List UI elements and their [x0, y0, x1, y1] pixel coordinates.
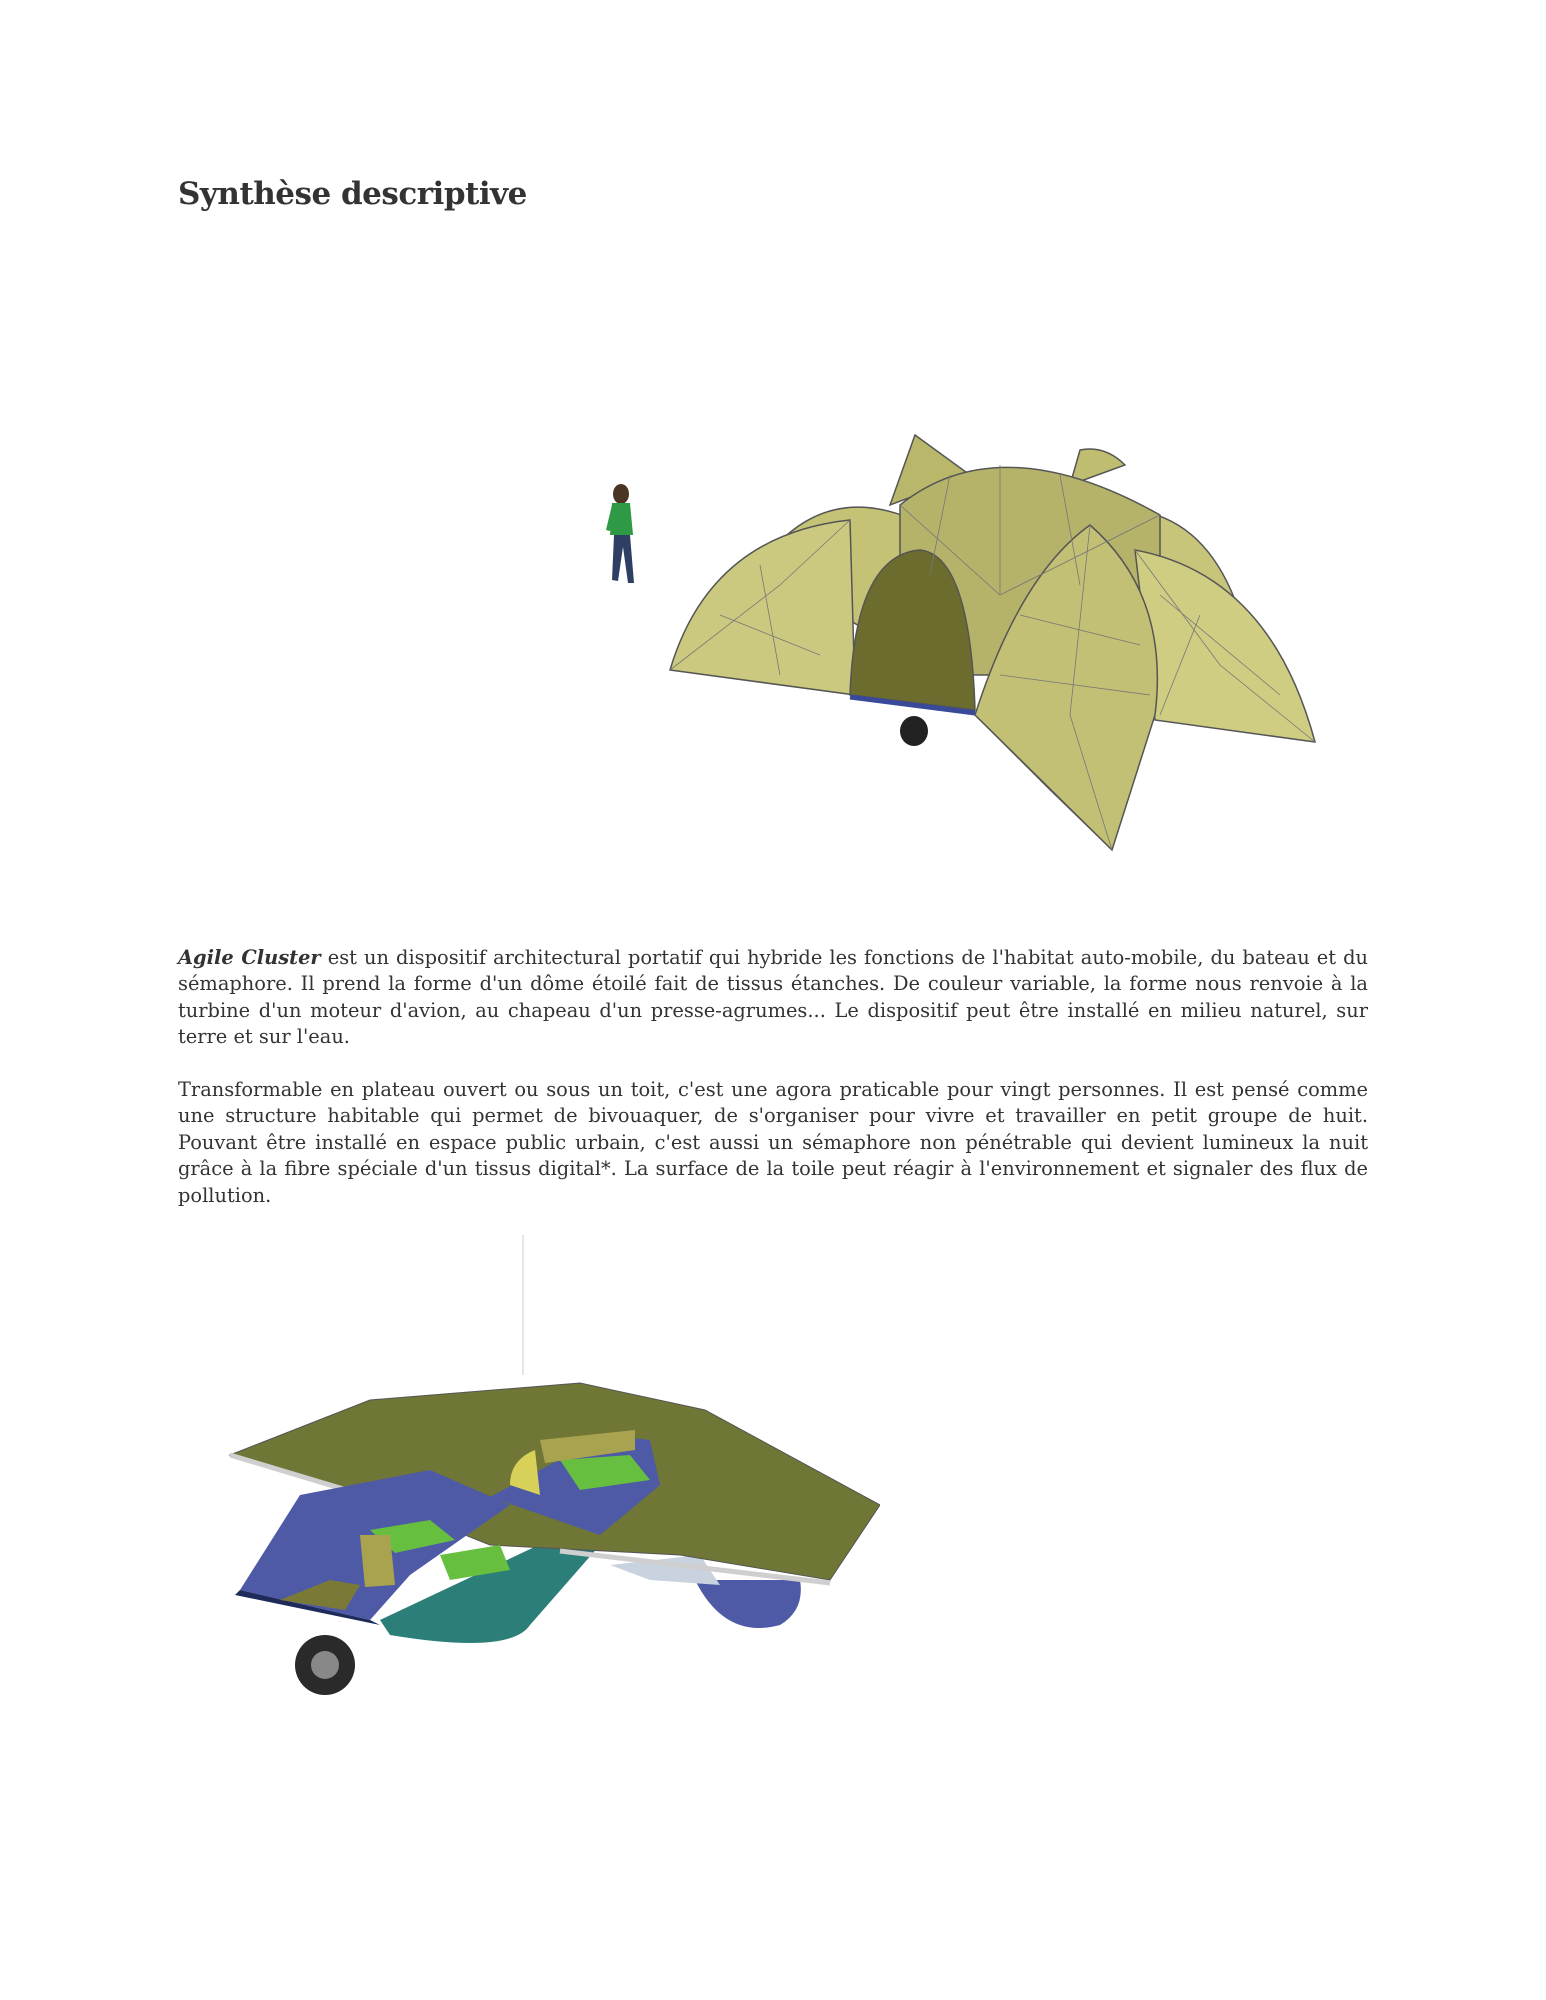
intro-paragraph-2: Transformable en plateau ouvert ou sous un toit, c'est une agora praticable pour vingt personnes. Il est pensé comme une structure habitable qui permet de bivouaquer, de s'organiser pour vivre et travailler en petit groupe de huit. Pouvant être installé en espace public urbain, c'est aussi un sémaphore non pénétrable qui devient lumineux la nuit grâce à la fibre spéciale d'un tissus digital*. La surface de la toile peut réagir à l'environnement et signaler des flux de pollution.	[178, 1078, 1368, 1207]
person-figure	[606, 484, 634, 583]
brand-name: Agile Cluster	[178, 946, 321, 969]
page-title: Synthèse descriptive	[178, 176, 527, 212]
intro-paragraph-1-text: est un dispositif architectural portatif qui hybride les fonctions de l'habitat auto-mobile, du bateau et du sémaphore. Il prend la forme d'un dôme étoilé fait de tissus étanches. De couleur variable, la forme nous renvoie à la turbine d'un moteur d'avion, au chapeau d'un presse-agrumes... Le dispositif peut être installé en milieu naturel, sur terre et sur l'eau.	[178, 946, 1368, 1049]
dome-illustration	[600, 415, 1360, 865]
dome-wheel	[900, 716, 928, 746]
intro-paragraph-1	[178, 945, 1368, 1051]
platform-illustration	[180, 1235, 880, 1715]
